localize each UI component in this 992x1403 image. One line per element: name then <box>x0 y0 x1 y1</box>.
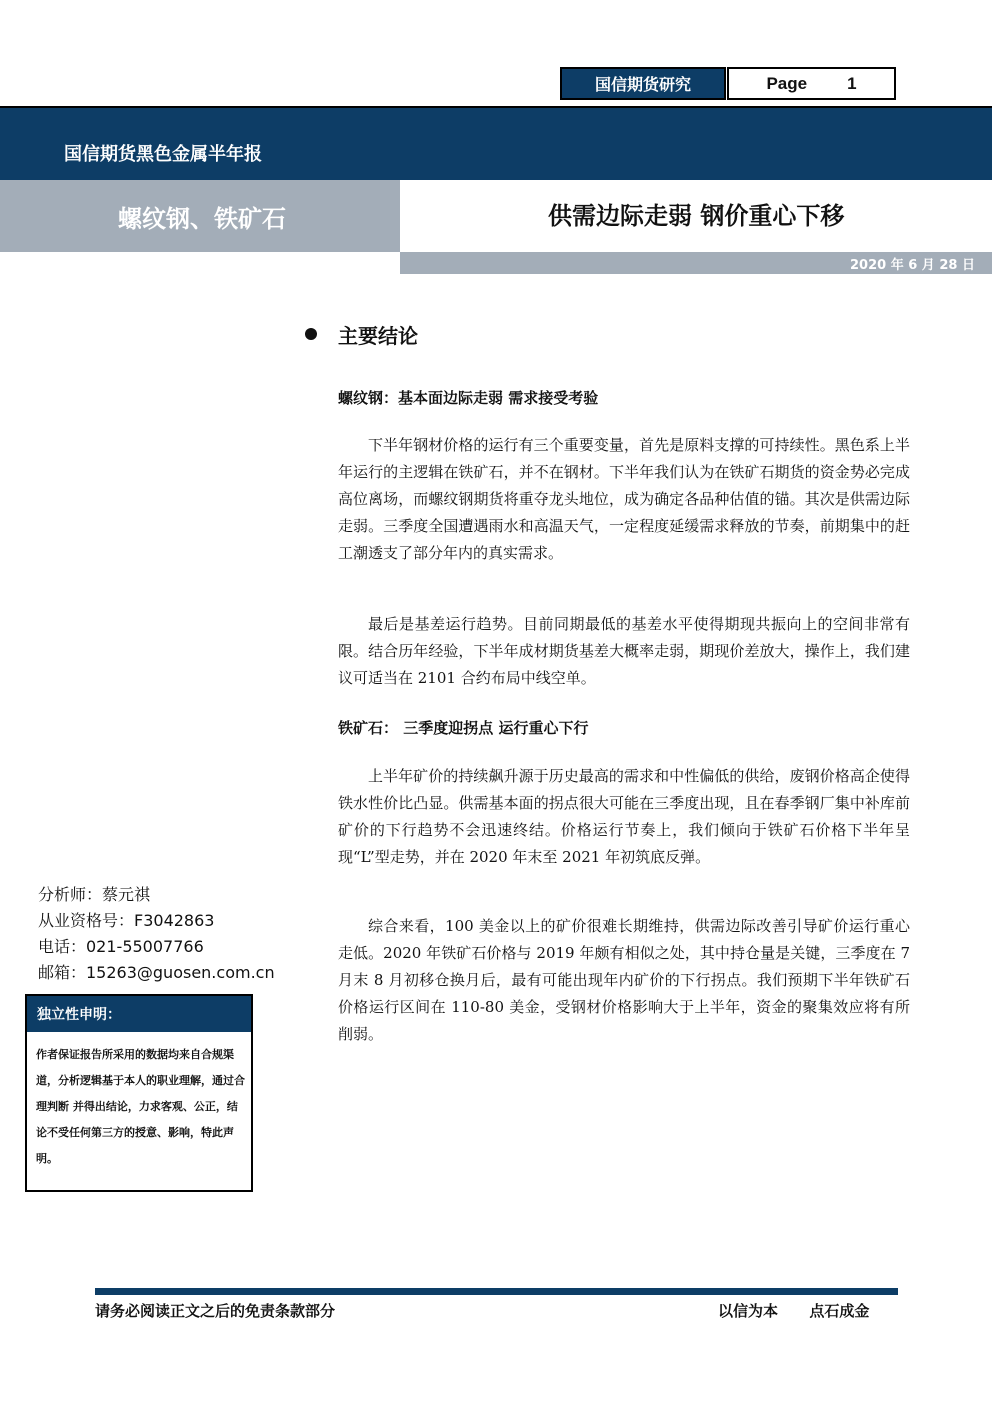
report-headline: 供需边际走弱 钢价重心下移 <box>548 202 845 230</box>
section-title: 主要结论 <box>338 324 418 348</box>
ore-paragraph-2: 综合来看，100 美金以上的矿价很难长期维持，供需边际改善引导矿价运行重心走低。2020 年铁矿石价格与 2019 年颇有相似之处，其中持仓量是关键，三季度在 7 月末 8 月初移仓换月后，最有可能出现年内矿价的下行拐点。我们预期下半年铁矿石价格运行区间在 110-80 美金，受钢材价格影响大于上半年，资金的聚集效应将有所削弱。 <box>338 917 910 1043</box>
page-label: Page <box>766 73 808 93</box>
rebar-paragraph-1: 下半年钢材价格的运行有三个重要变量，首先是原料支撑的可持续性。黑色系上半年运行的主逻辑在铁矿石，并不在钢材。下半年我们认为在铁矿石期货的资金势必完成高位离场，而螺纹钢期货将重夺龙头地位，成为确定各品种估值的锚。其次是供需边际走弱。三季度全国遭遇雨水和高温天气，一定程度延缓需求释放的节奏，前期集中的赶工潮透支了部分年内的真实需求。 <box>338 436 910 562</box>
independence-statement-text: 作者保证报告所采用的数据均来自合规渠道，分析逻辑基于本人的职业理解，通过合理判断 并得出结论，力求客观、公正，结论不受任何第三方的授意、影响，特此声明。 <box>36 1048 245 1165</box>
rebar-heading: 螺纹钢：基本面边际走弱 需求接受考验 <box>338 389 599 407</box>
commodity-label <box>0 180 400 252</box>
page-number: 1 <box>847 73 857 93</box>
ore-paragraph-1: 上半年矿价的持续飙升源于历史最高的需求和中性偏低的供给，废钢价格高企使得铁水性价比凸显。供需基本面的拐点很大可能在三季度出现，且在春季钢厂集中补库前矿价的下行趋势不会迅速终结。价格运行节奏上，我们倾向于铁矿石价格下半年呈现“L”型走势，并在 2020 年末至 2021 年初筑底反弹。 <box>338 767 910 866</box>
footer-bar <box>95 1288 898 1295</box>
footer-slogan: 以信为本 点石成金 <box>718 1302 870 1320</box>
brand-tab <box>560 67 726 100</box>
brand-tab-label: 国信期货研究 <box>594 75 691 94</box>
report-series-title: 国信期货黑色金属半年报 <box>64 144 262 165</box>
analyst-name: 分析师：蔡元祺 <box>38 885 151 904</box>
footer-disclaimer-note: 请务必阅读正文之后的免责条款部分 <box>95 1302 336 1320</box>
ore-heading: 铁矿石： 三季度迎拐点 运行重心下行 <box>338 719 589 737</box>
independence-statement-title-text: 独立性申明： <box>37 1007 121 1023</box>
bullet-icon <box>305 328 317 340</box>
independence-statement-title <box>27 996 251 1032</box>
commodity-text: 螺纹钢、铁矿石 <box>118 203 286 233</box>
analyst-email: 邮箱：15263@guosen.com.cn <box>38 963 275 982</box>
page-indicator <box>727 67 896 100</box>
rebar-paragraph-2: 最后是基差运行趋势。目前同期最低的基差水平使得期现共振向上的空间非常有限。结合历年经验，下半年成材期货基差大概率走弱，期现价差放大，操作上，我们建议可适当在 2101 合约布局中线空单。 <box>338 615 910 687</box>
analyst-license: 从业资格号：F3042863 <box>38 911 215 930</box>
analyst-phone: 电话：021-55007766 <box>38 937 204 956</box>
report-date: 2020 年 6 月 28 日 <box>850 258 975 273</box>
